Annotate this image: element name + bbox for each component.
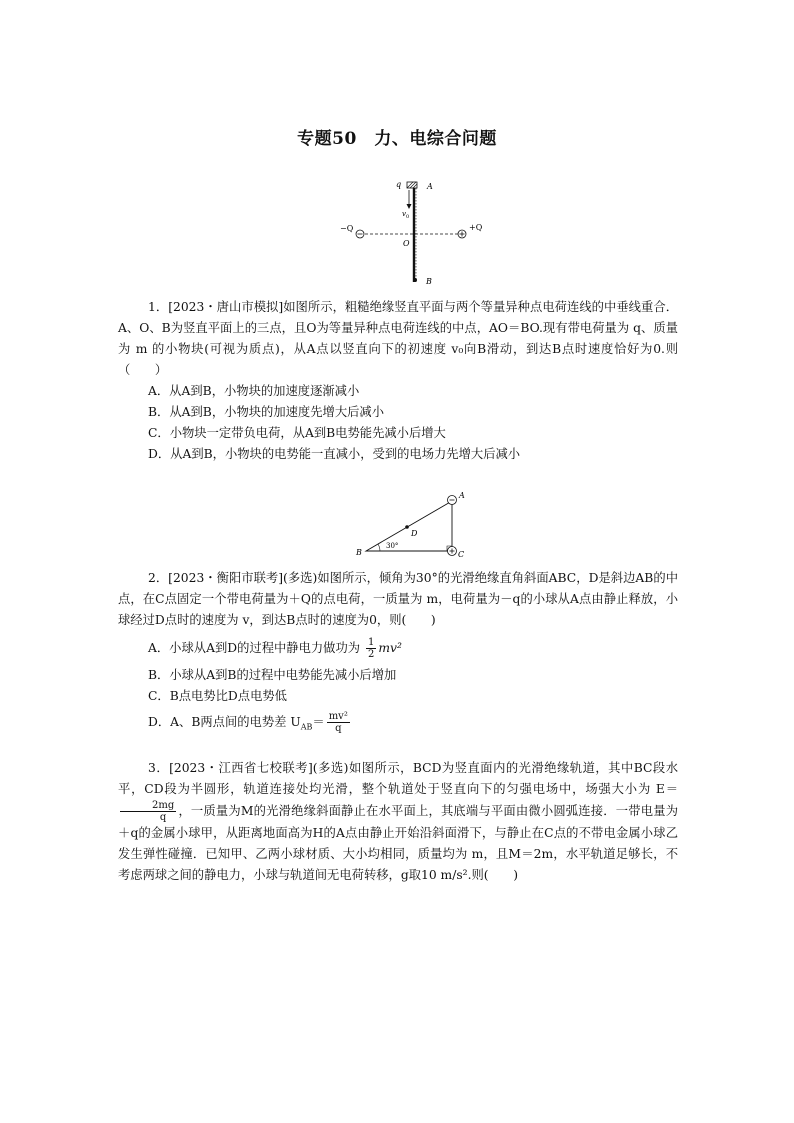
- q3-stem-1: 如图所示，BCD为竖直面内的光滑绝缘轨道，其中BC段水平，CD段为半圆形，轨道连接处均光滑，整个轨道处于竖直向下的匀强电场中，场强大小为 E＝: [118, 761, 678, 796]
- q1-option-c: C．小物块一定带负电荷，从A到B电势能先减小后增大: [148, 426, 446, 440]
- q1-option-a: A．从A到B，小物块的加速度逐渐减小: [148, 384, 360, 398]
- q3-field-fraction: $\frac{2mg}{q}$: [120, 800, 176, 823]
- q1-option-d: D．从A到B，小物块的电势能一直减小，受到的电场力先增大后减小: [148, 447, 521, 461]
- fig1-label-v0: v: [402, 210, 406, 218]
- q2-source: 2．[2023・衡阳市联考](多选): [148, 571, 318, 585]
- fig1-label-B: B: [426, 277, 432, 286]
- q3-stem-2: ，一质量为M的光滑绝缘斜面静止在水平面上，其底端与平面由微小圆弧连接．一带电量为＋q的金属小球甲，从距离地面高为H的A点由静止开始沿斜面滑下，与静止在C点的不带电金属小球乙发生弹性碰撞．已知甲、乙两小球材质、大小均相同，质量均为 m，且M＝2m，水平轨道足够长，不考虑两球之间的静电力，小球与轨道间无电荷转移，g取10 m/s².则( ): [118, 804, 678, 882]
- fig2-label-B: B: [356, 548, 362, 557]
- fig2-label-angle: 30°: [386, 542, 399, 550]
- q2-option-a: A．小球从A到D的过程中静电力做功为 $\frac{1}{2}$ mv²: [148, 637, 402, 660]
- figure-2-incline-diagram: [350, 485, 480, 563]
- fig1-label-q: q: [396, 180, 402, 189]
- page-title: 专题50 力、电综合问题: [297, 129, 497, 149]
- q2-option-c: C．B点电势比D点电势低: [148, 689, 287, 703]
- fig1-label-v0-sub: 0: [406, 214, 410, 220]
- q1-stem: 如图所示，粗糙绝缘竖直平面与两个等量异种点电荷连线的中垂线重合．A、O、B为竖直平面上的三点，且O为等量异种点电荷连线的中点，AO＝BO.现有带电荷量为 q、质量为 m 的小物块(可视为质点)，从A点以竖直向下的初速度 v₀向B滑动，到达B点时速度恰好为0.则（ ）: [118, 300, 678, 377]
- fig1-label-A: A: [427, 182, 433, 191]
- fig2-label-C: C: [458, 550, 465, 559]
- fig2-label-A: A: [459, 491, 465, 500]
- question-3: [118, 758, 678, 886]
- fig1-label-O: O: [403, 239, 410, 248]
- q1-option-b: B．从A到B，小物块的加速度先增大后减小: [148, 405, 385, 419]
- fig2-label-D: D: [411, 529, 418, 538]
- question-2: [118, 568, 678, 737]
- q3-source: 3．[2023・江西省七校联考](多选): [148, 761, 349, 775]
- fig1-label-negQ: −Q: [340, 224, 354, 233]
- fig1-label-posQ: +Q: [469, 223, 483, 232]
- figure-1-charges-diagram: [330, 176, 500, 294]
- q1-source: 1．[2023・唐山市模拟]: [148, 300, 284, 314]
- q2-option-b: B．小球从A到B的过程中电势能先减小后增加: [148, 668, 397, 682]
- q2-option-d: D．A、B两点间的电势差 $U_{AB}=$ $\frac{\text{mv²}}{q}$: [148, 711, 348, 734]
- q2-stem: 如图所示，倾角为30°的光滑绝缘直角斜面ABC，D是斜边AB的中点，在C点固定一个带电荷量为＋Q的点电荷，一质量为 m，电荷量为－q的小球从A点由静止释放，小球经过D点时的速度为 v，到达B点时的速度为0，则( ): [118, 571, 678, 627]
- question-1: [118, 297, 678, 465]
